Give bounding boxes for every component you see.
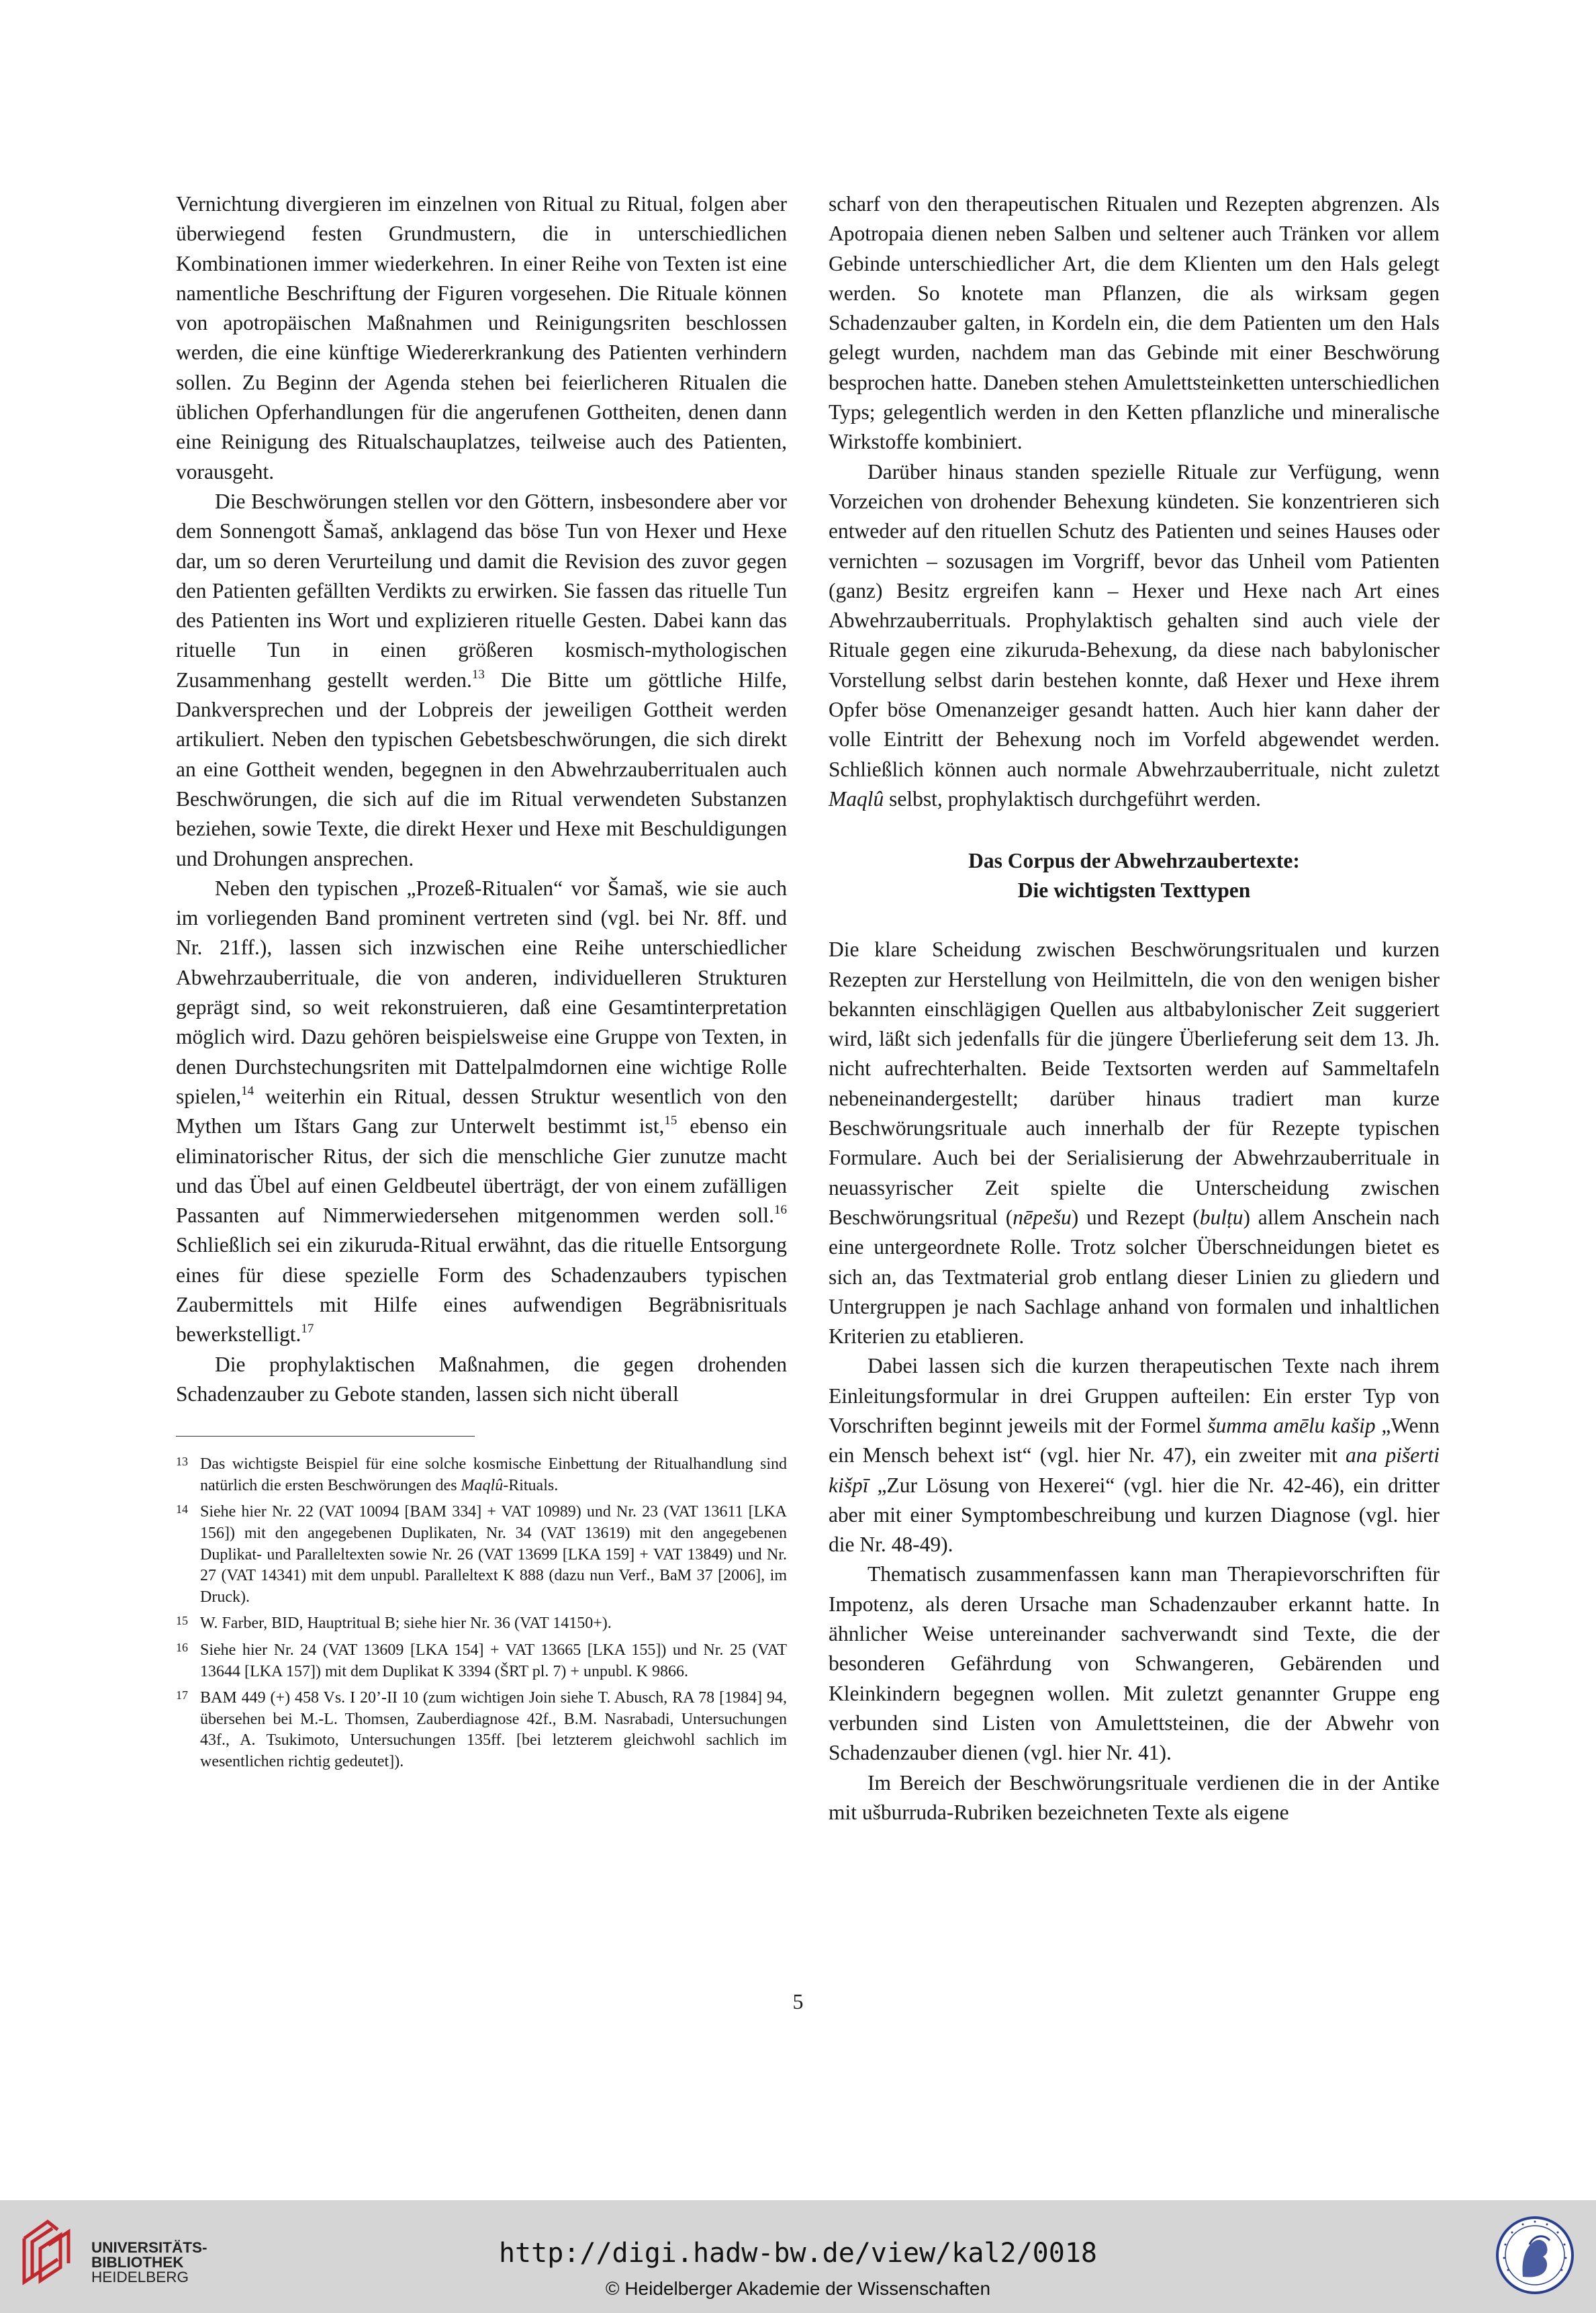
footnotes [176,1454,787,1772]
footnote-number: 16 [176,1640,188,1654]
paragraph-text: Die Beschwörungen stellen vor den Göttern, insbesondere aber vor dem Sonnengott Šamaš, anklagend das böse Tun von Hexer und Hexe dar, um so deren Verurteilung und damit die Revision des zuvor gegen den Patienten gefällten Verdikts zu erwirken. Sie fassen das rituelle Tun des Patienten ins Wort und explizieren rituelle Gesten. Dabei kann das rituelle Tun in einen größeren kosmisch-mythologischen Zusammenhang gestellt werden. [176,489,787,692]
heading-line: Die wichtigsten Texttypen [1017,878,1251,903]
paragraph [829,1559,1440,1768]
paragraph-text: ebenso ein eliminatorischer Ritus, der sich die menschliche Gier zunutze macht und das Übel auf einen Geldbeutel überträgt, der von einem zufälligen Passanten auf Nimmerwiedersehen mitgenommen werden soll. [176,1114,787,1228]
paragraph [176,874,787,1350]
paragraph-text: weiterhin ein Ritual, dessen Struktur wesentlich von den Mythen um Ištars Gang zur Unterwelt bestimmt ist, [176,1084,787,1138]
left-column [176,189,787,1778]
paragraph-text: Vernichtung divergieren im einzelnen von Ritual zu Ritual, folgen aber überwiegend festen Grundmustern, die in unterschiedlichen Kombinationen immer wiederkehren. In einer Reihe von Texten ist eine namentliche Beschriftung der Figuren vorgesehen. Die Rituale können von apotropäischen Maßnahmen und Reinigungsriten beschlossen werden, die eine künftige Wiedererkrankung des Patienten verhindern sollen. Zu Beginn der Agenda stehen bei feierlicheren Ritualen die üblichen Opferhandlungen für die angerufenen Gottheiten, denen dann eine Reinigung des Ritualschauplatzes, teilweise auch des Patienten, vorausgeht. [176,192,787,484]
paragraph-text: Dabei lassen sich die kurzen therapeutischen Texte nach ihrem Einleitungsformular in drei Gruppen aufteilen: Ein erster Typ von Vorschriften beginnt jeweils mit der Formel [829,1354,1440,1437]
paragraph-text: ) allem Anschein nach eine untergeordnete Rolle. Trotz solcher Überschneidungen bietet es sich an, das Textmaterial grob entlang dieser Linien zu gliedern und Untergruppen je nach Sachlage anhand von formalen und inhaltlichen Kriterien zu etablieren. [829,1205,1440,1349]
paragraph-text: Im Bereich der Beschwörungsrituale verdienen die in der Antike mit ušburruda-Rubriken bezeichneten Texte als eigene [829,1770,1440,1824]
paragraph-text: Darüber hinaus standen spezielle Rituale zur Verfügung, wenn Vorzeichen von drohender Behexung kündeten. Sie konzentrieren sich entweder auf den rituellen Schutz des Patienten und seines Hauses oder vernichten – sozusagen im Vorgriff, bevor das Unheil vom Patienten (ganz) Besitz ergreifen kann – Hexer und Hexe nach Art eines Abwehrzauberrituals. Prophylaktisch gehalten sind auch viele der Rituale gegen eine zikuruda-Behexung, da diese nach babylonischer Vorstellung selbst darin bestehen konnte, daß Hexer und Hexe ihrem Opfer böse Omenanzeiger gesandt hatten. Auch hier kann daher der volle Eintritt der Behexung noch im Vorfeld abgewendet werden. Schließlich können auch normale Abwehrzauberrituale, nicht zuletzt [829,459,1440,781]
page-number: 5 [792,1989,804,2013]
footnote-number: 14 [176,1502,188,1516]
footnote-divider [176,1436,475,1437]
footnote-ref[interactable]: 16 [774,1203,787,1218]
footnote-text: BAM 449 (+) 458 Vs. I 20’-II 10 (zum wichtigen Join siehe T. Abusch, RA 78 [1984] 94, übersehen bei M.-L. Thomsen, Zauberdiagnose 42f., B.M. Nasrabadi, Untersuchungen 43f., A. Tsukimoto, Untersuchungen 135ff. [bei letzterem gleichwohl sachlich im wesentlichen richtig gedeutet]). [200,1689,787,1770]
library-name-line: BIBLIOTHEK [91,2254,184,2271]
footnote-ref[interactable]: 13 [471,667,485,682]
paragraph [829,935,1440,1351]
paragraph-text: ) und Rezept ( [1071,1205,1200,1229]
italic-term: Maqlû [829,786,884,811]
paragraph [176,1350,787,1410]
footnote [176,1688,787,1772]
footnote-ref[interactable]: 15 [664,1114,677,1128]
paragraph [829,189,1440,457]
paragraph [829,457,1440,815]
paragraph-text: Die klare Scheidung zwischen Beschwörungsritualen und kurzen Rezepten zur Herstellung von Heilmitteln, die von den wenigen bisher bekannten einschlägigen Quellen aus altbabylonischer Zeit suggeriert wird, läßt sich jedenfalls für die jüngere Überlieferung seit dem 13. Jh. nicht aufrechterhalten. Beide Textsorten werden auf Sammeltafeln nebeneinandergestellt; darüber hinaus tradiert man kurze Beschwörungsrituale auch innerhalb der für Rezepte typischen Formulare. Auch bei der Serialisierung der Abwehrzauberrituale in neuassyrischer Zeit spielte die Unterscheidung zwischen Beschwörungsritual ( [829,938,1440,1229]
italic-term: nēpešu [1013,1205,1072,1229]
footnote [176,1640,787,1682]
section-heading [829,846,1440,905]
footnote-ref[interactable]: 14 [241,1083,254,1098]
paragraph-text: „Wenn ein Mensch behext ist“ (vgl. hier Nr. 47), ein zweiter mit [829,1413,1440,1467]
footnote-number: 13 [176,1455,188,1469]
library-name-line: HEIDELBERG [91,2269,189,2285]
library-name-line: UNIVERSITÄTS- [91,2239,207,2256]
italic-term: ana pišerti kišpī [829,1443,1440,1497]
footer-bar [0,2200,1596,2313]
paragraph-text: selbst, prophylaktisch durchgeführt werden. [884,786,1261,811]
right-column [829,189,1440,1827]
paragraph-text: Schließlich sei ein zikuruda-Ritual erwähnt, das die rituelle Entsorgung eines für diese spezielle Form des Schadenzaubers typischen Zaubermittels mit Hilfe eines aufwendigen Begräbnisrituals bewerkstelligt. [176,1233,787,1347]
italic-term: šumma amēlu kašip [1207,1413,1376,1437]
italic-term: bulṭu [1199,1205,1243,1229]
academy-seal-icon[interactable] [1495,2215,1575,2296]
footnote-text: Siehe hier Nr. 24 (VAT 13609 [LKA 154] + VAT 13665 [LKA 155]) und Nr. 25 (VAT 13644 [LKA 157]) mit dem Duplikat K 3394 (ŠRT pl. 7) + unpubl. K 9866. [200,1641,787,1680]
footnote [176,1502,787,1608]
paragraph-text: Die Bitte um göttliche Hilfe, Dankversprechen und der Lobpreis der jeweiligen Gottheit werden artikuliert. Neben den typischen Gebetsbeschwörungen, die sich direkt an eine Gottheit wenden, begegnen in den Abwehrzauberritualen auch Beschwörungen, die sich auf die im Ritual verwendeten Substanzen beziehen, sowie Texte, die direkt Hexer und Hexe mit Beschuldigungen und Drohungen ansprechen. [176,668,787,870]
copyright-notice: © Heidelberger Akademie der Wissenschaften [605,2278,991,2299]
paragraph [829,1351,1440,1559]
footnote [176,1454,787,1496]
paragraph [176,487,787,874]
footnote-ref[interactable]: 17 [301,1322,314,1336]
footnote-text: -Rituals. [503,1476,559,1494]
footnote-text: Das wichtigste Beispiel für eine solche kosmische Einbettung der Ritualhandlung sind natürlich die ersten Beschwörungen des [200,1455,787,1494]
paragraph-text: Thematisch zusammenfassen kann man Therapievorschriften für Impotenz, als deren Ursache man Schadenzauber erkannt hatte. In ähnlicher Weise untereinander sachverwandt sind Texte, die der besonderen Gefährdung von Schwangeren, Gebärenden und Kleinkindern begegnen wollen. Mit zuletzt genannter Gruppe eng verbunden sind Listen von Amulettsteinen, die der Abwehr von Schadenzauber dienen (vgl. hier Nr. 41). [829,1562,1440,1765]
paragraph-text: Die prophylaktischen Maßnahmen, die gegen drohenden Schadenzauber zu Gebote standen, lassen sich nicht überall [176,1352,787,1406]
footnote-number: 15 [176,1614,188,1628]
footnote [176,1613,787,1635]
paragraph-text: scharf von den therapeutischen Ritualen und Rezepten abgrenzen. Als Apotropaia dienen neben Salben und seltener auch Tränken vor allem Gebinde unterschiedlicher Art, die dem Klienten um den Hals gelegt werden. So knotete man Pflanzen, die als wirksam gegen Schadenzauber galten, in Kordeln ein, die dem Patienten um den Hals gelegt wurden, nachdem man das Gebinde mit einer Beschwörung besprochen hatte. Daneben stehen Amulettsteinketten unterschiedlichen Typs; gelegentlich werden in den Ketten pflanzliche und mineralische Wirkstoffe kombiniert. [829,192,1440,454]
paragraph-text: Neben den typischen „Prozeß-Ritualen“ vor Šamaš, wie sie auch im vorliegenden Band prominent vertreten sind (vgl. bei Nr. 8ff. und Nr. 21ff.), lassen sich inzwischen eine Reihe unterschiedlicher Abwehrzauberrituale, die von anderen, individuelleren Strukturen geprägt sind, so weit rekonstruieren, daß eine Gesamtinterpretation möglich wird. Dazu gehören beispielsweise eine Gruppe von Texten, in denen Durchstechungsriten mit Dattelpalmdornen eine wichtige Rolle spielen, [176,876,787,1108]
paragraph [829,1768,1440,1828]
footnote-number: 17 [176,1688,188,1703]
source-url-link[interactable]: http://digi.hadw-bw.de/view/kal2/0018 [498,2238,1098,2269]
paragraph [176,189,787,487]
footnote-italic: Maqlû [461,1476,504,1494]
footnote-text: Siehe hier Nr. 22 (VAT 10094 [BAM 334] + VAT 10989) und Nr. 23 (VAT 13611 [LKA 156]) mit den angegebenen Duplikaten, Nr. 34 (VAT 13619) mit den angegebenen Duplikat- und Paralleltexten sowie Nr. 26 (VAT 13699 [LKA 159] + VAT 13849) und Nr. 27 (VAT 14341) mit dem unpubl. Paralleltext K 888 (dazu nun Verf., BaM 37 [2006], im Druck). [200,1503,787,1606]
footnote-text: W. Farber, BID, Hauptritual B; siehe hier Nr. 36 (VAT 14150+). [200,1615,612,1633]
heading-line: Das Corpus der Abwehrzaubertexte: [968,849,1300,873]
paragraph-text: „Zur Lösung von Hexerei“ (vgl. hier die Nr. 42-46), ein dritter aber mit einer Symptombeschreibung und kurzen Diagnose (vgl. hier die Nr. 48-49). [829,1473,1440,1557]
